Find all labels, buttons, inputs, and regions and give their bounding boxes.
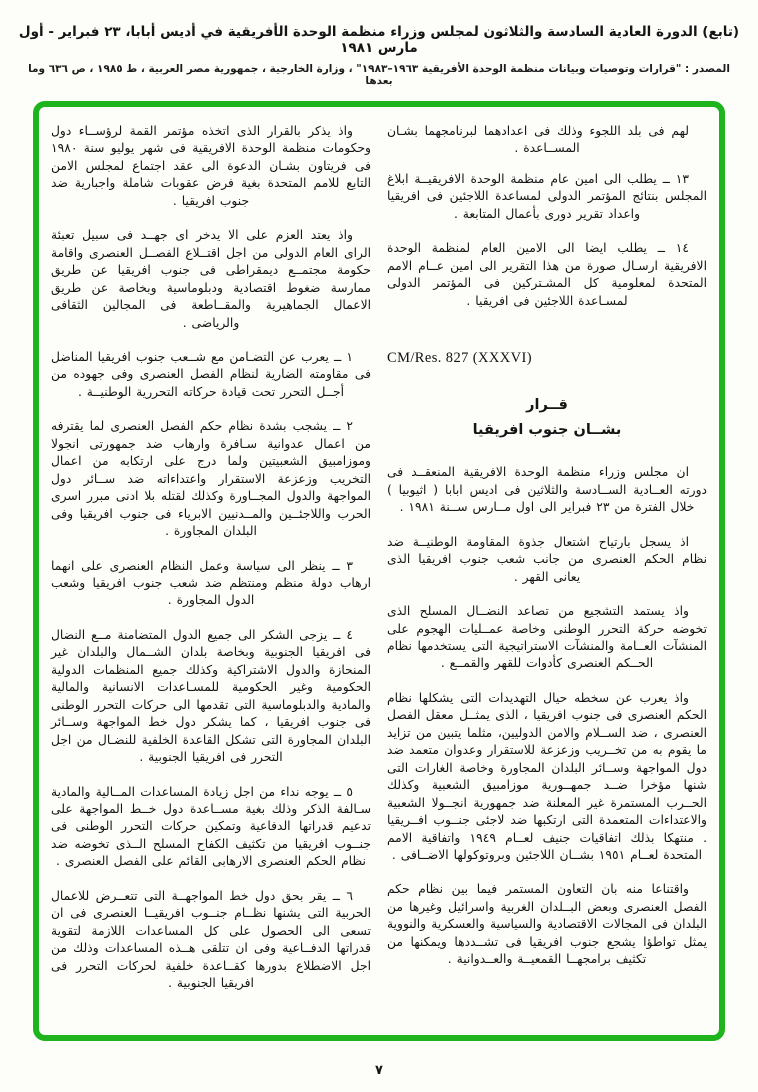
preambular-clause-6: واذ يعتد العزم على الا يدخر اى جهــد فى سبيل تعبئة الراى العام الدولى من اجل اقتــلاع الفصــل العنصرى واقامة حكومة مجتمــع ديمقراطى فى جنوب افريقيا عن طريق ممارسة ضغوط اقتصادية ودبلوماسية وبخاصة عن طريق الاعمال الجماهيرية والمقــاطعة فى المجالين الثقافى والرياضى .: [51, 228, 371, 330]
operative-item-2: ٢ ــ يشجب بشدة نظام حكم الفصل العنصرى لما يقترفه من اعمال عدوانية سـافرة وارهاب ضد جمهورتى انجولا وموزامبيق الشعبيتين ولما درج على ارتكابه من اعمال التخريب وزعزعة الاستقرار واعتداءاته ضد ســائر دول المواجهة والدول المجــاورة وكذلك لقتله بلا ادنى مبرر اسرى الحرب واللاجئــين والمــدنيين الابرياء فى جنوب افريقيا وفى البلدان المجاورة .: [51, 419, 371, 539]
session-title: (تابع) الدورة العادية السادسة والثلاثون لمجلس وزراء منظمة الوحدة الأفريقية في أديس أبابا، ٢٣ فبراير - أول مارس ١٩٨١: [18, 24, 740, 56]
text-columns: [51, 123, 707, 1009]
resolution-item-14: ١٤ ــ يطلب ايضا الى الامين العام لمنظمة الوحدة الافريقية ارسـال صورة من هذا التقرير الى امين عــام الامم المتحدة لمعلومية كل المشـتركين فى المؤتمر الدولى لمسـاعدة اللاجئين فى افريقيا .: [387, 241, 707, 308]
operative-item-1: ١ ــ يعرب عن التضـامن مع شــعب جنوب افريقيا المناضل فى مقاومته الضارية لنظام الفصل العنصرى وفى جهوده من أجــل التحرر تحت قيادة حركاته التحررية الوطنيــة .: [51, 349, 371, 399]
green-frame-border: [33, 101, 725, 1041]
resolution-reference-code: CM/Res. 827 (XXXVI): [387, 350, 532, 367]
resolution-opening-clause: ان مجلس وزراء منظمة الوحدة الافريقية المنعقــد فى دورته العــادية الســادسة والثلاثين فى اديس ابابا ( اثيوبيا ) خلال الفترة من ٢٣ فبراير الى اول مــارس ســنة ١٩٨١ .: [387, 465, 707, 515]
operative-item-4: ٤ ــ يزجى الشكر الى جميع الدول المتضامنة مــع النضال فى افريقيا الجنوبية وبخاصة بلدان الشــمال والبلدان غير المنحازة والدول الاشتراكية وكذلك جميع المنظمات الدولية الحكومية وغير الحكومية للمسـاعدات الانسانية والمالية والمادية والدبلوماسية التى تقدمها الى حركات التحرر الوطنى فى جنوب افريقيا ، كما يشكر دول خط المواجهة وســائر البلدان المجاورة التى تشكل القاعدة الخلفية للنضـال من اجل التحرر فى افريقيا الجنوبية .: [51, 627, 371, 765]
preambular-clause-1: اذ يسجل بارتياح اشتعال جذوة المقاومة الوطنيــة ضد نظام الحكم العنصرى من جانب شعب جنوب افريقيا الذى يعانى القهر .: [387, 534, 707, 584]
continuation-paragraph: لهم فى بلد اللجوء وذلك فى اعدادهما لبرنامجهما بشـان المســاعدة .: [387, 124, 689, 156]
preambular-clause-4: واقتناعا منه بان التعاون المستمر فيما بين نظام حكم الفصل العنصرى وبعض البــلدان الغربية واسرائيل وغيرها من البلدان فى المجالات الاقتصادية والسياسية والعسكرية والنووية يمثل تواطؤا يشجع جنوب افريقيا فى تشــددها ويمكنها من تكثيف برامجهــا القمعيــة والعــدوانية .: [387, 882, 707, 967]
resolution-title-word: قــرار: [526, 397, 568, 414]
page-header: [0, 24, 758, 87]
page-number: ٧: [375, 1063, 383, 1079]
resolution-item-13: ١٣ ــ يطلب الى امين عام منظمة الوحدة الافريقيــة ابلاغ المجلس بنتائج المؤتمر الدولى لمساعدة اللاجئين فى افريقيا واعداد تقرير دورى بأعمال المتابعة .: [387, 171, 707, 221]
operative-item-6: ٦ ــ يقر بحق دول خط المواجهــة التى تتعــرض للاعمال الحربية التى يشنها نظــام جنــوب افريقيــا العنصرى فى ان تسعى الى الحصول على كل المساعدات اللازمة لتقوية قدراتها الدفــاعية وفى ان تتلقى هــذه المساعدات وذلك من اجل الاضطلاع بدورها كقــاعدة خلفية لحركات التحرر فى افريقيا الجنوبية .: [51, 888, 371, 991]
resolution-title: [387, 393, 707, 442]
preambular-clause-3: واذ يعرب عن سخطه حيال التهديدات التى يشكلها نظام الحكم العنصرى فى جنوب افريقيا ، الذى يمثــل معقل الفصل العنصرى ، ضد الســلام والامن الدوليين، مثلما يتبين من تزايد ما يقوم به من تخــريب وزعزعة للاستقرار وعدوان متعمد ضد دول المواجهة وســائر البلدان المجاورة وخاصة الغارات التى شنها مؤخرا ضــد جمهــورية موزامبيق الشعبية وكذلك الحــرب المستمرة غير المعلنة ضد جمهورية انجــولا الشعبية والاعتداءات المتعمدة التى ارتكبها ضد لاجئى جنــوب افــريقيا . منتهكا بذلك اتفاقيات جنيف لعــام ١٩٤٩ واتفاقية الامم المتحدة لعــام ١٩٥١ بشــان اللاجئين وبروتوكولها الاضــافى .: [387, 690, 707, 862]
operative-item-3: ٣ ــ ينظر الى سياسة وعمل النظام العنصرى على انهما ارهاب دولة منظم ومنتظم ضد شعب جنوب افريقيا وشعب الدول المجاورة .: [51, 558, 371, 608]
right-column: [387, 123, 707, 986]
preambular-clause-2: واذ يستمد التشجيع من تصاعد النضــال المسلح الذى تخوضه حركة التحرر الوطنى وخاصة عمــليات الهجوم على المنشآت العــامة والمنشآت الاستراتيجية التى يستخدمها نظام الحــكم العنصرى كأدوات للقهر والقمــع .: [387, 604, 707, 671]
resolution-title-subject: بشــان جنوب افريقيا: [472, 421, 622, 438]
preambular-clause-5: واذ يذكر بالقرار الذى اتخذه مؤتمر القمة لرؤســاء دول وحكومات منظمة الوحدة الافريقية فى شهر يوليو سنة ١٩٨٠ فى فريتاون بشـان الدعوة الى عقد اجتماع لمجلس الامن التابع للامم المتحدة بغية فرض عقوبات شاملة واجبارية ضد جنوب افريقيا .: [51, 124, 371, 208]
operative-item-5: ٥ ــ يوجه نداء من اجل زيادة المساعدات المــالية والمادية سـالفة الذكر وذلك بغية مســاعدة دول خــط المواجهة على تدعيم قدراتها الدفاعية وتمكين حركات التحرر الوطنى فى جنــوب افريقيا من تكثيف الكفاح المسلح الــذى تخوضه ضد نظام الحكم العنصرى الارهابى القائم على الفصل العنصرى .: [51, 784, 371, 869]
source-citation: المصدر : "قرارات وتوصيات وبيانات منظمة الوحدة الأفريقية ١٩٦٣–١٩٨٣" ، وزارة الخارجية ، جمهورية مصر العربية ، ط ١٩٨٥ ، ص ٦٣٦ وما بعدها: [28, 63, 730, 87]
left-column: [51, 123, 371, 1009]
